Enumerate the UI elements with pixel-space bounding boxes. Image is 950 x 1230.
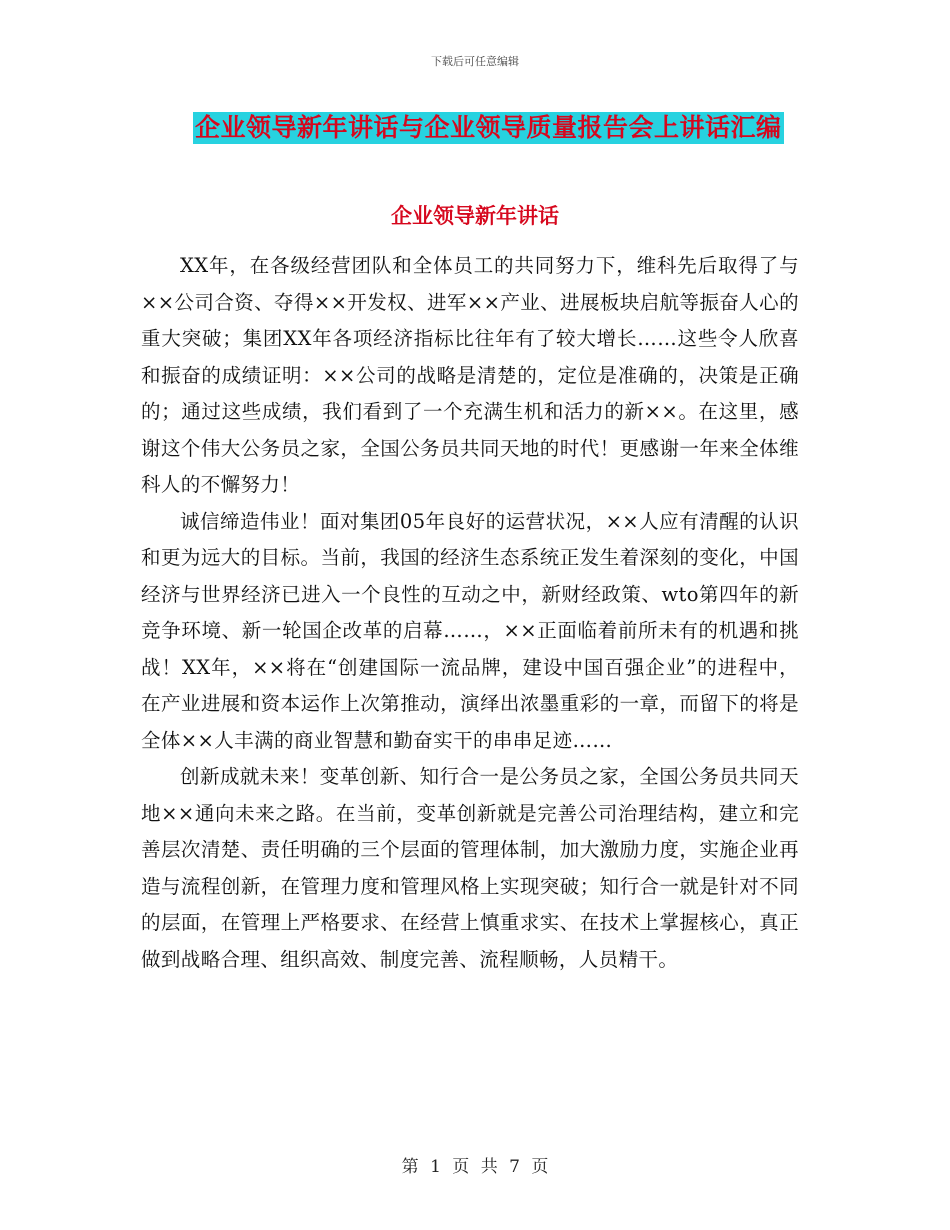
- page-number-footer: 第 1 页 共 7 页: [401, 1157, 549, 1177]
- body-paragraph: 诚信缔造伟业！面对集团05年良好的运营状况，××人应有清醒的认识和更为远大的目标。当前，我国的经济生态系统正发生着深刻的变化，中国经济与世界经济已进入一个良性的互动之中，新财经政策、wto第四年的新竞争环境、新一轮国企改革的启幕……，××正面临着前所未有的机遇和挑战！XX年，××将在“创建国际一流品牌，建设中国百强企业”的进程中，在产业进展和资本运作上次第推动，演绎出浓墨重彩的一章，而留下的将是全体××人丰满的商业智慧和勤奋实干的串串足迹……: [141, 509, 799, 752]
- body-paragraph: 创新成就未来！变革创新、知行合一是公务员之家，全国公务员共同天地××通向未来之路。在当前，变革创新就是完善公司治理结构，建立和完善层次清楚、责任明确的三个层面的管理体制，加大激励力度，实施企业再造与流程创新，在管理力度和管理风格上实现突破；知行合一就是针对不同的层面，在管理上严格要求、在经营上慎重求实、在技术上掌握核心，真正做到战略合理、组织高效、制度完善、流程顺畅，人员精干。: [141, 765, 799, 971]
- document-body: [141, 248, 799, 978]
- section-title: 企业领导新年讲话: [391, 203, 559, 228]
- document-main-title: 企业领导新年讲话与企业领导质量报告会上讲话汇编: [195, 113, 782, 142]
- header-note: 下载后可任意编辑: [431, 55, 519, 68]
- body-paragraph: XX年，在各级经营团队和全体员工的共同努力下，维科先后取得了与××公司合资、夺得××开发权、进军××产业、进展板块启航等振奋人心的重大突破；集团XX年各项经济指标比往年有了较大增长……这些令人欣喜和振奋的成绩证明：××公司的战略是清楚的，定位是准确的，决策是正确的；通过这些成绩，我们看到了一个充满生机和活力的新××。在这里，感谢这个伟大公务员之家，全国公务员共同天地的时代！更感谢一年来全体维科人的不懈努力！: [141, 254, 799, 496]
